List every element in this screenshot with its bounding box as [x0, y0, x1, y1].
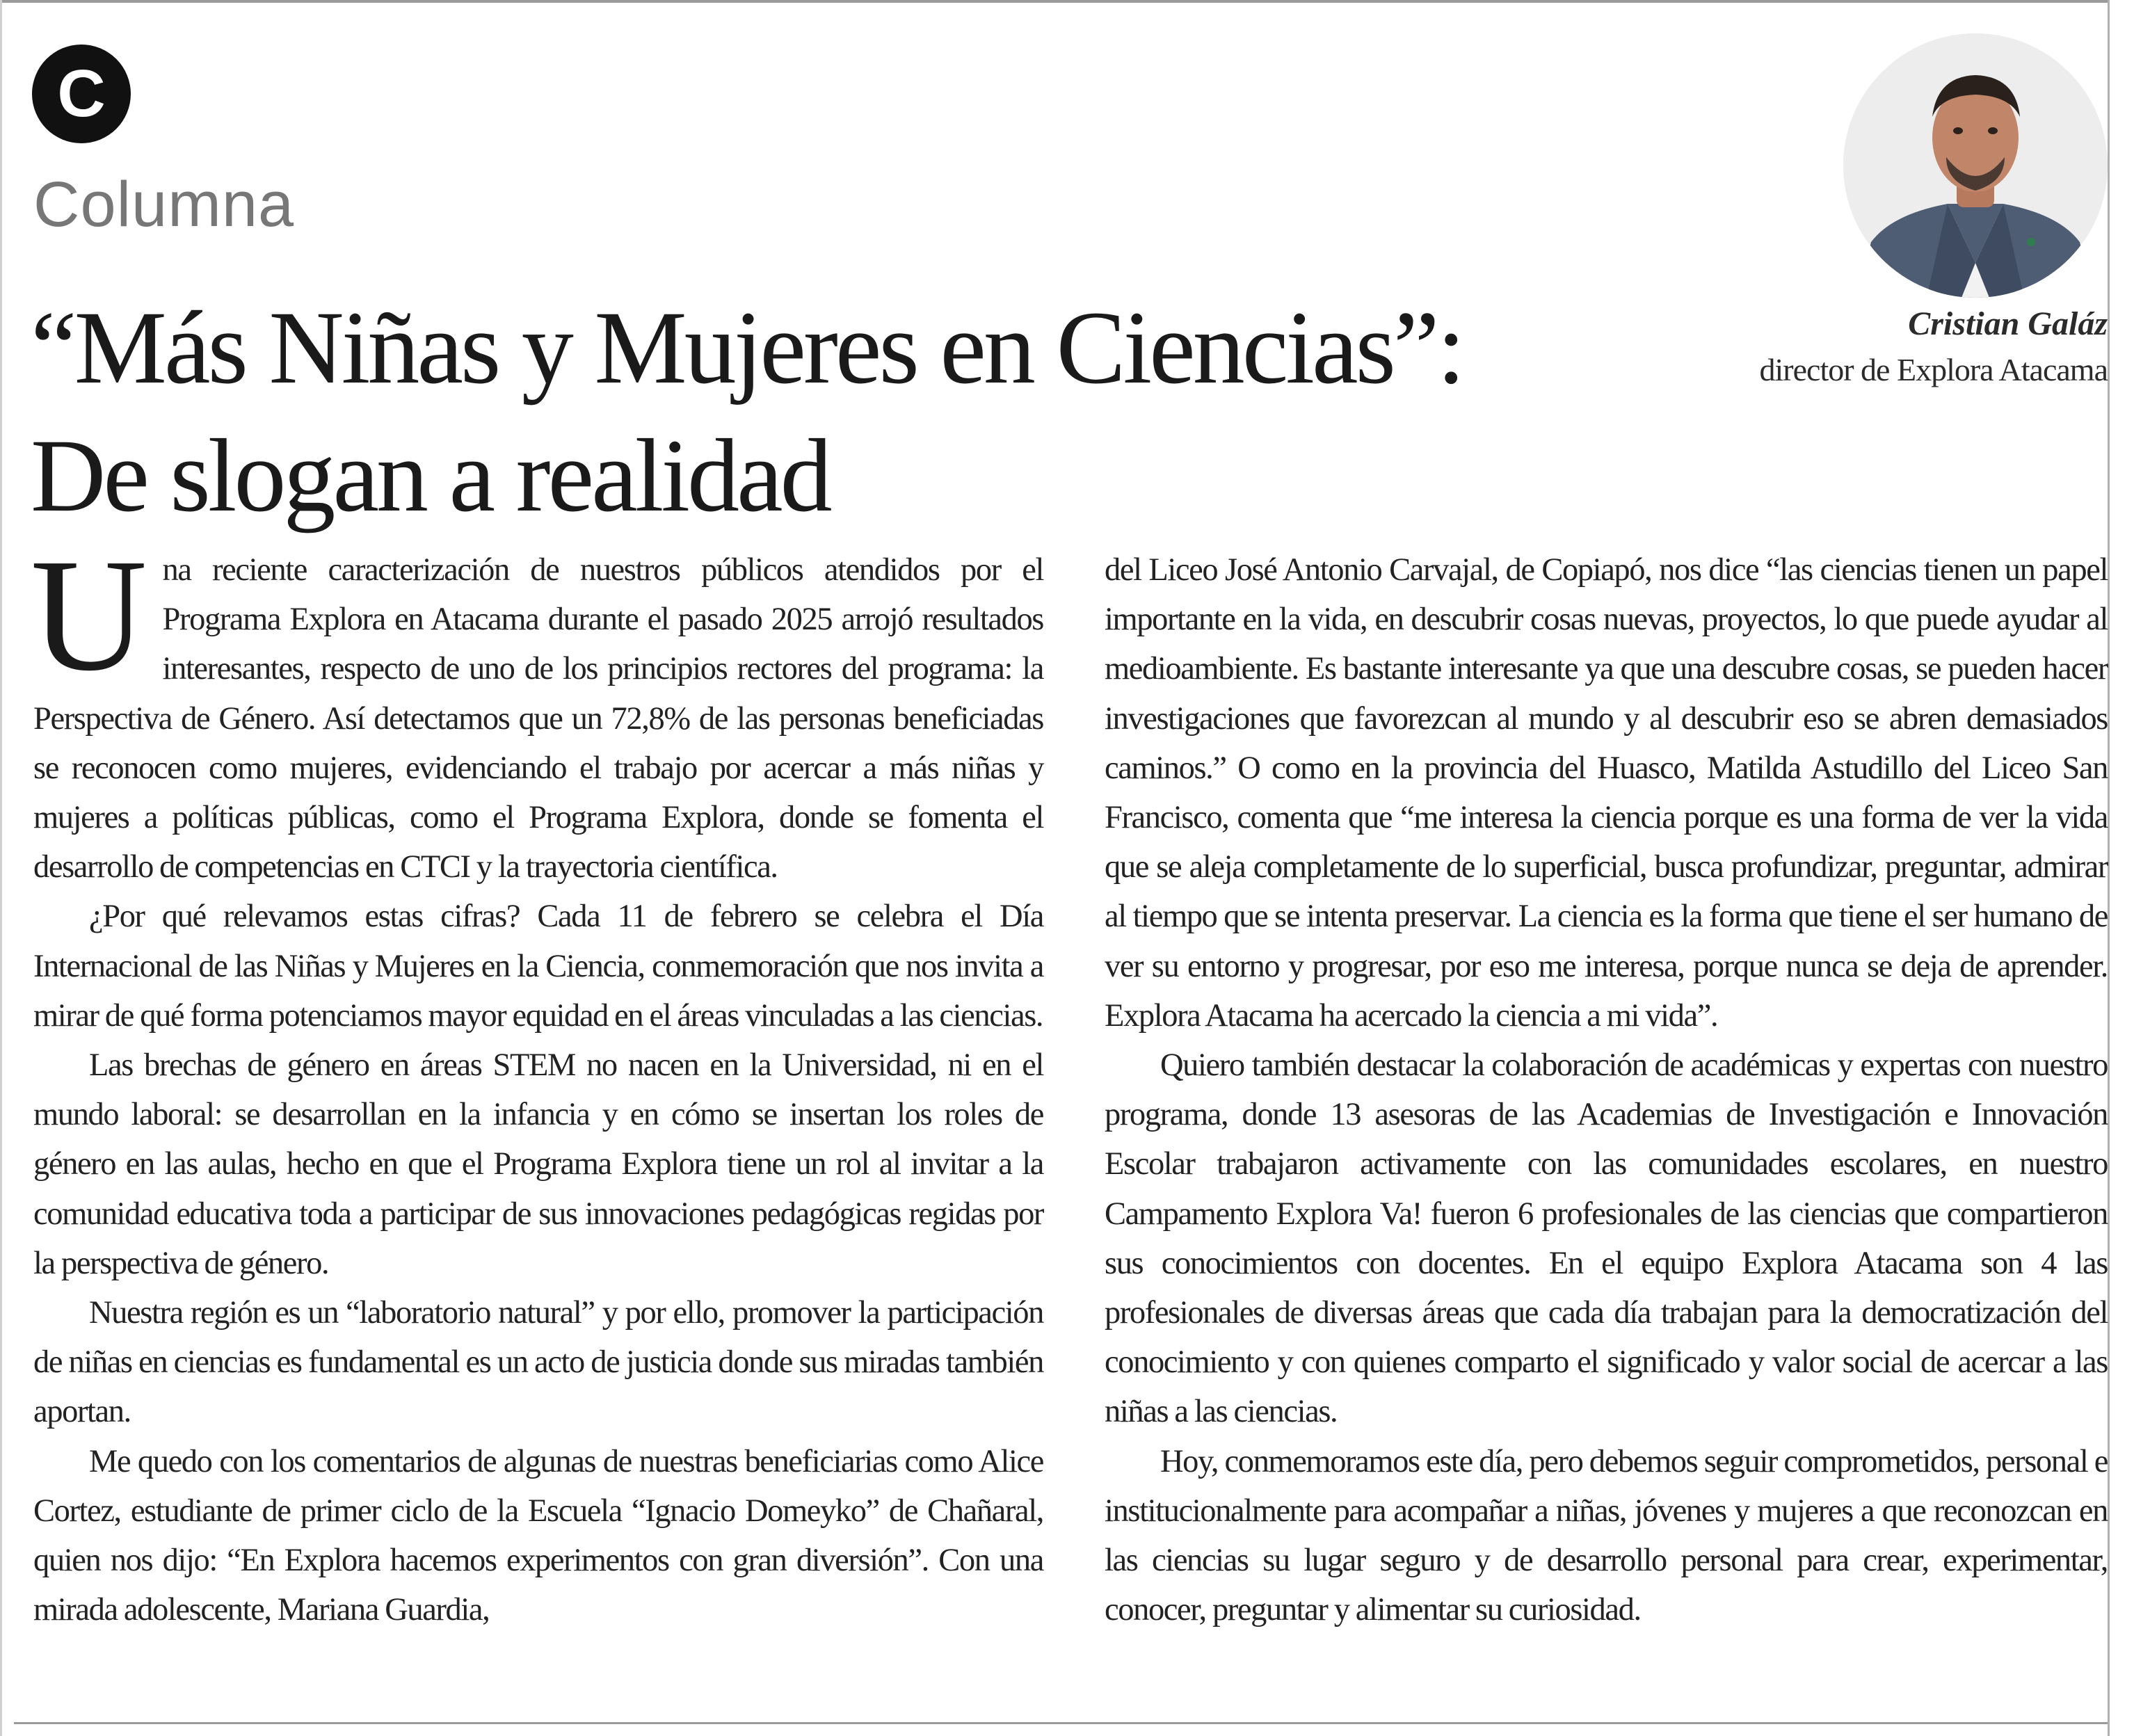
- article-paragraph-text: na reciente caracterización de nuestros públicos atendidos por el Programa Explora en Atacama durante el pasado 2025 arrojó resultados interesantes, respecto de uno de los principios rectores del programa: la Perspectiva de Género. Así detectamos que un 72,8% de las personas beneficiadas se reconocen como mujeres, evidenciando el trabajo por acercar a más niñas y mujeres a políticas públicas, como el Programa Explora, donde se fomenta el desarrollo de competencias en CTCI y la trayectoria científica.: [33, 552, 1043, 885]
- right-rule: [2108, 0, 2110, 1736]
- article-paragraph: Quiero también destacar la colaboración de académicas y expertas con nuestro programa, donde 13 asesoras de las Academias de Investigación e Innovación Escolar trabajaron activamente con las comunidades escolares, en nuestro Campamento Explora Va! fueron 6 profesionales de las ciencias que compartieron sus conocimientos con docentes. En el equipo Explora Atacama son 4 las profesionales de diversas áreas que cada día trabajan para la democratización del conocimiento y con quienes comparto el significado y valor social de acercar a las niñas a las ciencias.: [1105, 1047, 2108, 1430]
- article-column-left: [31, 526, 1043, 1634]
- headline: [31, 284, 1463, 540]
- bottom-rule: [14, 1722, 2108, 1724]
- author-name: Cristian Galáz: [1908, 305, 2108, 342]
- section-label: Columna: [33, 169, 295, 240]
- article-paragraph: del Liceo José Antonio Carvajal, de Copiapó, nos dice “las ciencias tienen un papel importante en la vida, en descubrir cosas nuevas, proyectos, lo que puede ayudar al medioambiente. Es bastante interesante ya que una descubre cosas, se pueden hacer investigaciones que favorezcan al mundo y al descubrir eso se abren demasiados caminos.” O como en la provincia del Huasco, Matilda Astudillo del Liceo San Francisco, comenta que “me interesa la ciencia porque es una forma de ver la vida que se aleja completamente de lo superficial, busca profundizar, preguntar, admirar al tiempo que se intenta preservar. La ciencia es la forma que tiene el ser humano de ver su entorno y progresar, por eso me interesa, porque nunca se deja de aprender. Explora Atacama ha acercado la ciencia a mi vida”.: [1105, 552, 2108, 1034]
- left-rule: [0, 0, 2, 1736]
- drop-cap: U: [31, 526, 147, 705]
- article-paragraph: Me quedo con los comentarios de algunas de nuestras beneficiarias como Alice Cortez, estudiante de primer ciclo de la Escuela “Ignacio Domeyko” de Chañaral, quien nos dijo: “En Explora hacemos experimentos con gran diversión”. Con una mirada adolescente, Mariana Guardia,: [33, 1443, 1043, 1628]
- article-column-right: [1105, 545, 2108, 1634]
- author-role: director de Explora Atacama: [1759, 352, 2108, 387]
- article-paragraph: Hoy, conmemoramos este día, pero debemos seguir comprometidos, personal e institucionalmente para acompañar a niñas, jóvenes y mujeres a que reconozcan en las ciencias su lugar seguro y de desarrollo personal para crear, experimentar, conocer, preguntar y alimentar su curiosidad.: [1105, 1443, 2108, 1628]
- article-paragraph: Las brechas de género en áreas STEM no nacen en la Universidad, ni en el mundo laboral: se desarrollan en la infancia y en cómo se insertan los roles de género en las aulas, hecho en que el Programa Explora tiene un rol al invitar a la comunidad educativa toda a participar de sus innovaciones pedagógicas regidas por la perspectiva de género.: [33, 1047, 1043, 1281]
- column-badge-letter: C: [57, 56, 106, 131]
- top-rule: [0, 0, 2108, 3]
- column-badge: [32, 45, 131, 143]
- author-photo: [1843, 33, 2108, 298]
- article-paragraph: ¿Por qué relevamos estas cifras? Cada 11 de febrero se celebra el Día Internacional de las Niñas y Mujeres en la Ciencia, conmemoración que nos invita a mirar de qué forma potenciamos mayor equidad en el áreas vinculadas a las ciencias.: [33, 899, 1043, 1034]
- article-paragraph: Nuestra región es un “laboratorio natural” y por ello, promover la participación de niñas en ciencias es fundamental es un acto de justicia donde sus miradas también aportan.: [33, 1295, 1043, 1430]
- author-portrait-illustration: [1843, 33, 2108, 298]
- headline-line-2: De slogan a realidad: [31, 418, 830, 533]
- headline-line-1: “Más Niñas y Mujeres en Ciencias”:: [31, 290, 1463, 405]
- article-paragraph: [31, 526, 1043, 892]
